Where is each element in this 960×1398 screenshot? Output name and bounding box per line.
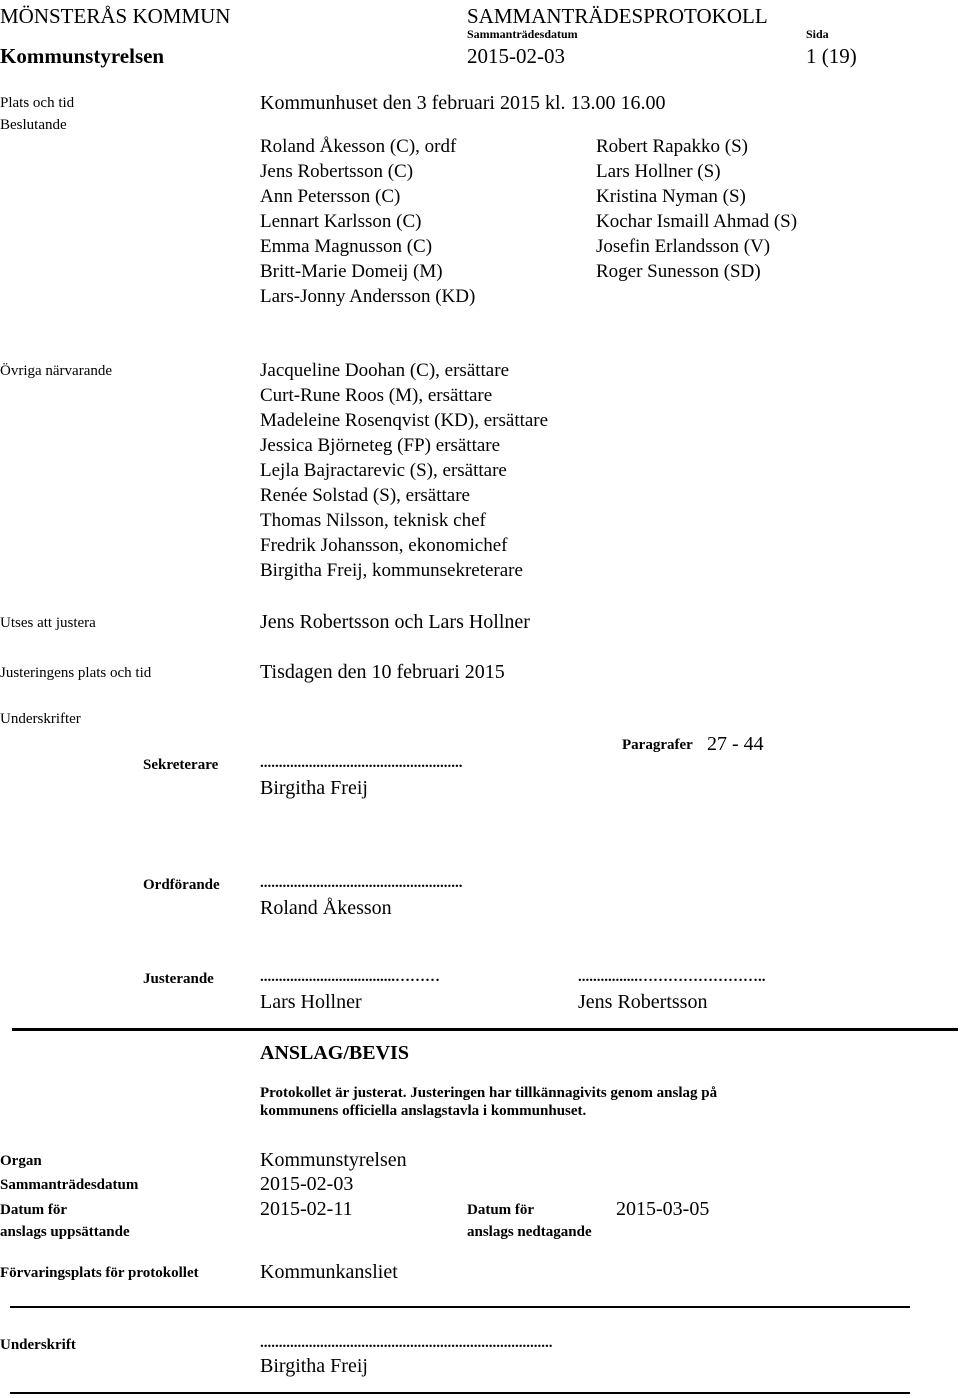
- adjuster-signature-line-2: ................……………………..: [578, 969, 766, 985]
- paragraphs-value: 27 - 44: [707, 733, 764, 755]
- committee-name: Kommunstyrelsen: [0, 44, 165, 68]
- deciding-member: Roger Sunesson (SD): [596, 261, 761, 282]
- organ-label: Organ: [0, 1153, 42, 1169]
- signature-line: ..............................................................................: [260, 1335, 553, 1351]
- posted-label-line-2: anslags uppsättande: [0, 1224, 130, 1240]
- notice-title: ANSLAG/BEVIS: [260, 1042, 409, 1064]
- present-member: Jacqueline Doohan (C), ersättare: [260, 360, 510, 381]
- adjust-value: Jens Robertsson och Lars Hollner: [260, 611, 530, 633]
- notice-text-line-2: kommunens officiella anslagstavla i kommunhuset.: [260, 1103, 587, 1119]
- adjuster-signature-line-1: ....................................………: [260, 969, 440, 985]
- secretary-signature-line: ......................................................: [260, 755, 463, 771]
- meeting-date: 2015-02-03: [467, 44, 565, 68]
- section-divider-bottom: [10, 1392, 910, 1394]
- place-label: Plats och tid: [0, 95, 75, 111]
- place-value: Kommunhuset den 3 februari 2015 kl. 13.00 16.00: [260, 92, 666, 114]
- deciding-member: Roland Åkesson (C), ordf: [260, 136, 457, 157]
- notice-meeting-date-label: Sammanträdesdatum: [0, 1177, 139, 1193]
- adjuster-label: Justerande: [143, 971, 214, 987]
- deciding-member: Emma Magnusson (C): [260, 236, 433, 257]
- posted-date: 2015-02-11: [260, 1198, 353, 1220]
- deciding-members-left: [260, 134, 475, 309]
- secretary-label: Sekreterare: [143, 757, 219, 773]
- notice-meeting-date-value: 2015-02-03: [260, 1173, 354, 1195]
- signature-name: Birgitha Freij: [260, 1355, 368, 1377]
- deciding-member: Ann Petersson (C): [260, 186, 401, 207]
- meeting-date-label: Sammanträdesdatum: [467, 27, 578, 41]
- deciding-label: Beslutande: [0, 117, 67, 133]
- paragraphs-label: Paragrafer: [622, 737, 693, 753]
- others-present-list: [260, 358, 548, 583]
- signature-label: Underskrift: [0, 1337, 76, 1353]
- deciding-member: Josefin Erlandsson (V): [596, 236, 771, 257]
- signatures-label: Underskrifter: [0, 711, 81, 727]
- present-member: Fredrik Johansson, ekonomichef: [260, 535, 508, 556]
- chair-name: Roland Åkesson: [260, 897, 392, 919]
- document-type: SAMMANTRÄDESPROTOKOLL: [467, 4, 768, 28]
- present-member: Madeleine Rosenqvist (KD), ersättare: [260, 410, 549, 431]
- page-label: Sida: [806, 27, 829, 41]
- notice-text-line-1: Protokollet är justerat. Justeringen har tillkännagivits genom anslag på: [260, 1085, 718, 1101]
- adjust-place-value: Tisdagen den 10 februari 2015: [260, 661, 505, 683]
- deciding-member: Kristina Nyman (S): [596, 186, 746, 207]
- deciding-member: Lennart Karlsson (C): [260, 211, 422, 232]
- present-member: Thomas Nilsson, teknisk chef: [260, 510, 486, 531]
- present-member: Lejla Bajractarevic (S), ersättare: [260, 460, 507, 481]
- adjust-label: Utses att justera: [0, 615, 96, 631]
- present-member: Birgitha Freij, kommunsekreterare: [260, 560, 523, 581]
- removed-label-line-2: anslags nedtagande: [467, 1224, 592, 1240]
- deciding-member: Lars Hollner (S): [596, 161, 721, 182]
- removed-label-line-1: Datum för: [467, 1202, 535, 1218]
- others-label: Övriga närvarande: [0, 363, 113, 379]
- municipality-name: MÖNSTERÅS KOMMUN: [0, 4, 231, 28]
- chair-signature-line: ......................................................: [260, 875, 463, 891]
- organ-value: Kommunstyrelsen: [260, 1149, 407, 1171]
- chair-label: Ordförande: [143, 877, 220, 893]
- adjust-place-label: Justeringens plats och tid: [0, 665, 152, 681]
- deciding-member: Kochar Ismaill Ahmad (S): [596, 211, 798, 232]
- present-member: Jessica Björneteg (FP) ersättare: [260, 435, 501, 456]
- adjuster-name-2: Jens Robertsson: [578, 991, 708, 1013]
- deciding-member: Lars-Jonny Andersson (KD): [260, 286, 476, 307]
- storage-value: Kommunkansliet: [260, 1261, 398, 1283]
- present-member: Renée Solstad (S), ersättare: [260, 485, 470, 506]
- section-divider-middle: [10, 1306, 910, 1308]
- posted-label-line-1: Datum för: [0, 1202, 68, 1218]
- present-member: Curt-Rune Roos (M), ersättare: [260, 385, 493, 406]
- deciding-member: Britt-Marie Domeij (M): [260, 261, 443, 282]
- adjuster-name-1: Lars Hollner: [260, 991, 362, 1013]
- storage-label: Förvaringsplats för protokollet: [0, 1265, 199, 1281]
- section-divider-top: [12, 1028, 958, 1031]
- deciding-member: Jens Robertsson (C): [260, 161, 414, 182]
- deciding-members-right: [596, 134, 797, 284]
- removed-date: 2015-03-05: [616, 1198, 710, 1220]
- secretary-name: Birgitha Freij: [260, 777, 368, 799]
- deciding-member: Robert Rapakko (S): [596, 136, 748, 157]
- page-number: 1 (19): [806, 44, 857, 68]
